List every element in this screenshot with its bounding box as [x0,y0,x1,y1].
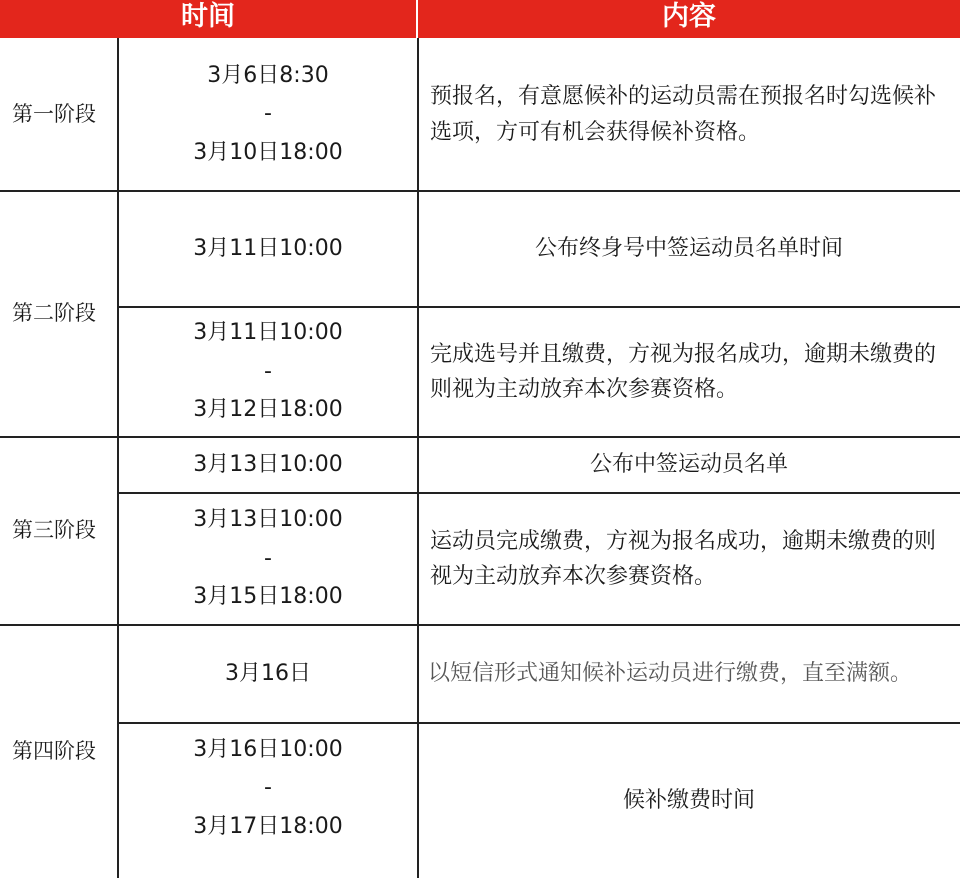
grid-line-horizontal [118,722,960,724]
time-text: 3月15日18:00 [193,584,343,610]
content-cell [418,38,960,191]
stage-label: 第一阶段 [12,101,96,126]
time-text: 3月13日10:00 [193,451,343,477]
time-range-dash: - [264,101,272,127]
content-cell [418,493,960,625]
grid-line-vertical [117,38,119,878]
content-cell [418,723,960,878]
grid-line-horizontal [0,436,960,438]
time-cell [118,437,418,493]
time-range-dash: - [264,775,272,801]
stage-label: 第四阶段 [12,738,96,763]
content-cell [418,625,960,723]
time-text: 3月16日 [225,660,311,686]
grid-line-horizontal [0,190,960,192]
time-cell [118,711,418,866]
time-text: 3月17日18:00 [193,813,343,839]
content-text: 运动员完成缴费，方视为报名成功，逾期未缴费的则视为主动放弃本次参赛资格。 [430,528,937,589]
time-text: 3月12日18:00 [193,397,343,423]
content-cell [418,437,960,493]
header-content: 内容 [418,0,960,38]
time-text: 3月13日10:00 [193,507,343,533]
grid-line-vertical [417,38,419,878]
time-text: 3月11日10:00 [193,320,343,346]
time-cell [118,493,418,625]
content-text: 预报名，有意愿候补的运动员需在预报名时勾选候补选项，方可有机会获得候补资格。 [430,84,937,145]
grid-line-horizontal [118,492,960,494]
content-cell [418,191,960,307]
grid-line-horizontal [0,624,960,626]
time-text: 3月10日18:00 [193,139,343,165]
time-cell [118,38,418,191]
content-text: 公布中签运动员名单 [589,452,788,478]
content-text: 以短信形式通知候补运动员进行缴费，直至满额。 [428,661,913,687]
content-cell [418,307,960,437]
stage-label: 第二阶段 [12,301,96,326]
content-text: 候补缴费时间 [622,787,755,813]
content-text: 公布终身号中签运动员名单时间 [534,236,843,262]
header-time: 时间 [0,0,416,38]
content-text: 完成选号并且缴费，方视为报名成功，逾期未缴费的则视为主动放弃本次参赛资格。 [430,341,937,402]
time-text: 3月11日10:00 [193,235,343,261]
stage-label: 第三阶段 [12,518,96,543]
time-cell [118,191,418,307]
time-text: 3月6日8:30 [207,62,329,88]
time-text: 3月16日10:00 [193,736,343,762]
time-cell [118,625,418,723]
time-range-dash: - [264,358,272,384]
time-cell [118,307,418,437]
time-range-dash: - [264,545,272,571]
grid-line-horizontal [118,306,960,308]
